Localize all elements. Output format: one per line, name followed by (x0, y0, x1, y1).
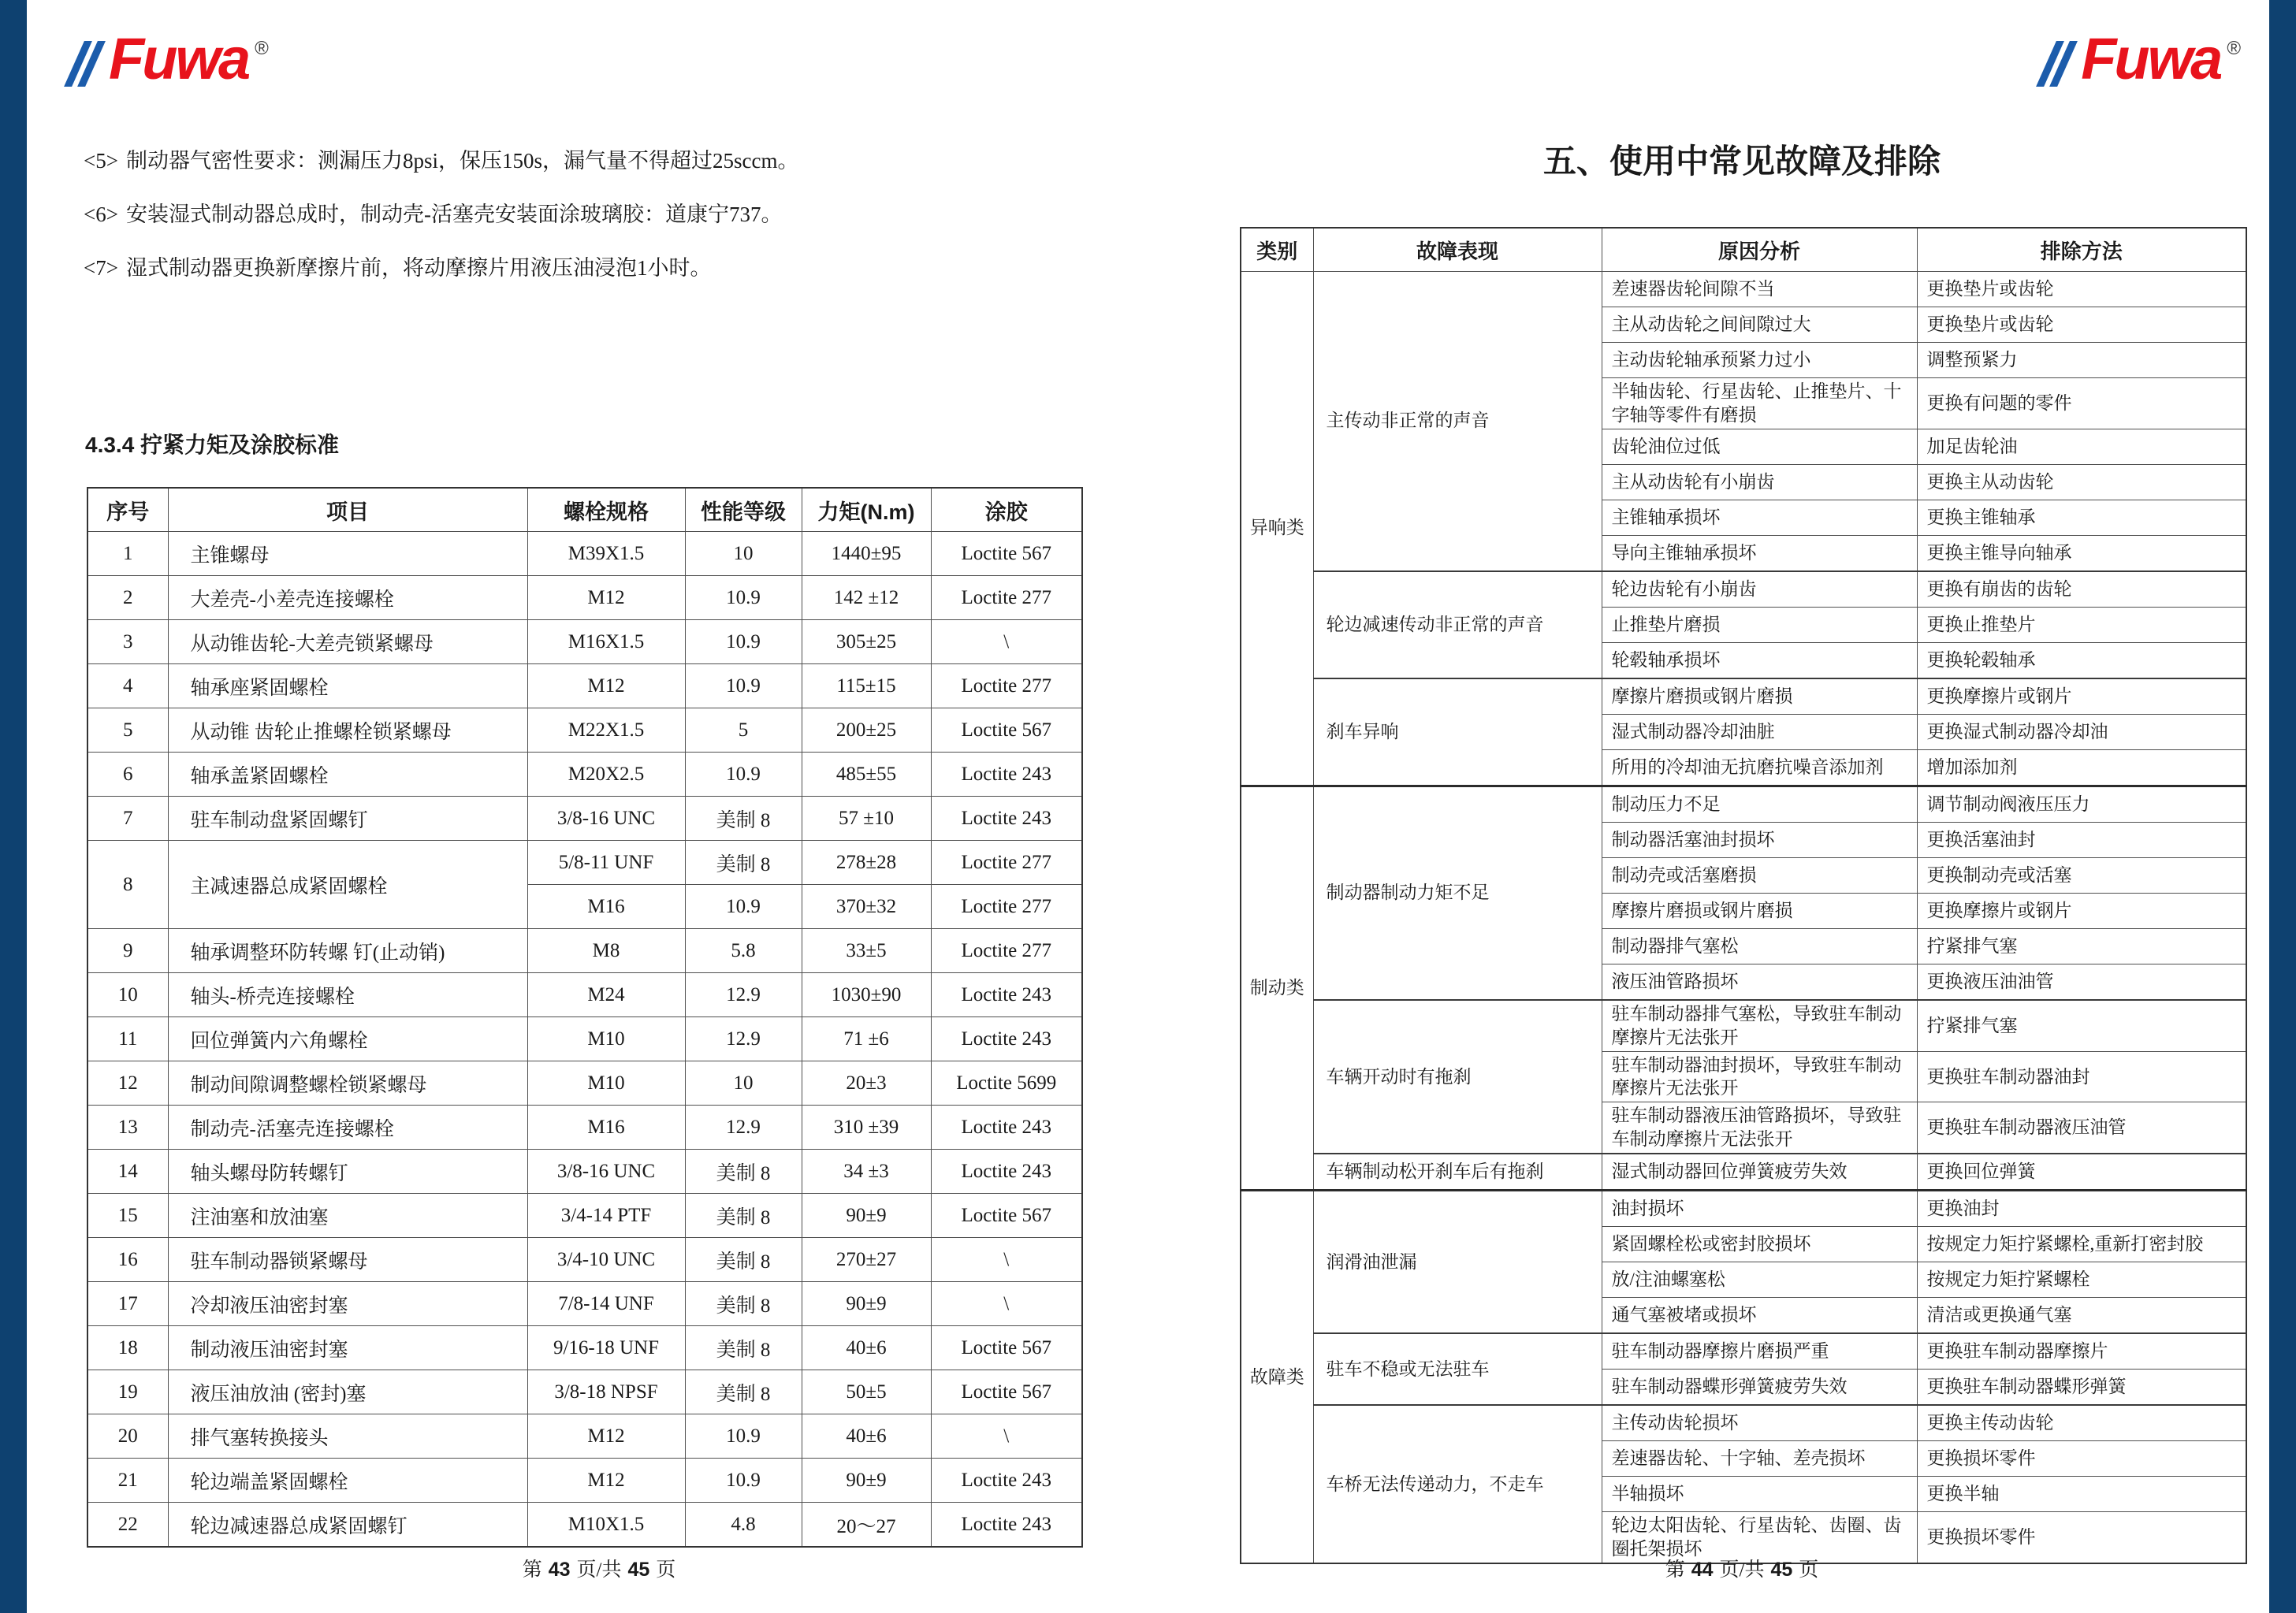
torque-cell-glue: Loctite 567 (931, 532, 1082, 576)
torque-cell-spec: M12 (527, 1414, 685, 1459)
torque-cell-glue: Loctite 277 (931, 929, 1082, 973)
torque-cell-no: 19 (87, 1370, 168, 1414)
torque-cell-no: 22 (87, 1503, 168, 1548)
fault-cell-remedy: 更换止推垫片 (1917, 607, 2246, 642)
torque-cell-item: 排气塞转换接头 (168, 1414, 527, 1459)
fault-row (1241, 272, 2246, 307)
fault-cell-cause: 所用的冷却油无抗磨抗噪音添加剂 (1602, 749, 1917, 786)
fault-cell-cause: 齿轮油位过低 (1602, 429, 1917, 464)
fault-cell-remedy: 拧紧排气塞 (1917, 928, 2246, 964)
fault-cell-remedy: 更换油封 (1917, 1191, 2246, 1227)
torque-cell-no: 2 (87, 576, 168, 620)
torque-header-cell: 项目 (168, 488, 527, 532)
torque-cell-torque: 71 ±6 (802, 1017, 931, 1061)
torque-cell-torque: 305±25 (802, 620, 931, 664)
torque-cell-spec: 3/8-16 UNC (527, 1150, 685, 1194)
fault-row (1241, 1191, 2246, 1227)
torque-row (87, 841, 1082, 885)
torque-cell-glue: Loctite 277 (931, 664, 1082, 708)
torque-cell-spec: 3/4-14 PTF (527, 1194, 685, 1238)
fault-cell-cause: 半轴损坏 (1602, 1477, 1917, 1512)
torque-cell-no: 8 (87, 841, 168, 929)
fault-cell-remedy: 更换驻车制动器油封 (1917, 1051, 2246, 1102)
torque-cell-torque: 20～27 (802, 1503, 931, 1548)
fault-cell-remedy: 按规定力矩拧紧螺栓,重新打密封胶 (1917, 1227, 2246, 1262)
fault-cell-remedy: 清洁或更换通气塞 (1917, 1298, 2246, 1334)
torque-cell-grade: 10 (685, 1061, 802, 1106)
torque-cell-grade: 5 (685, 708, 802, 753)
torque-cell-torque: 33±5 (802, 929, 931, 973)
fault-cell-symptom: 主传动非正常的声音 (1313, 272, 1602, 571)
fault-cell-symptom: 车辆制动松开刹车后有拖刹 (1313, 1154, 1602, 1191)
fault-cell-remedy: 更换损坏零件 (1917, 1441, 2246, 1477)
fault-cell-cause: 主锥轴承损坏 (1602, 500, 1917, 535)
torque-cell-torque: 485±55 (802, 753, 931, 797)
torque-cell-torque: 310 ±39 (802, 1106, 931, 1150)
torque-cell-grade: 12.9 (685, 1106, 802, 1150)
torque-cell-item: 轴承调整环防转螺 钉(止动销) (168, 929, 527, 973)
fault-cell-cause: 主从动齿轮之间间隙过大 (1602, 307, 1917, 343)
logo-brand-text: Fuwa (2081, 25, 2221, 91)
fault-header-cell: 原因分析 (1602, 228, 1917, 272)
torque-row (87, 1150, 1082, 1194)
torque-row (87, 753, 1082, 797)
fault-cell-remedy: 更换有崩齿的齿轮 (1917, 571, 2246, 608)
torque-cell-item: 冷却液压油密封塞 (168, 1282, 527, 1326)
torque-cell-item: 注油塞和放油塞 (168, 1194, 527, 1238)
torque-cell-glue: Loctite 567 (931, 1370, 1082, 1414)
torque-cell-torque: 90±9 (802, 1282, 931, 1326)
page-footer (47, 1554, 1151, 1582)
fault-cell-cause: 主动齿轮轴承预紧力过小 (1602, 343, 1917, 378)
torque-cell-glue: Loctite 567 (931, 1194, 1082, 1238)
footer-total-pages: 45 (627, 1559, 650, 1581)
fault-cell-symptom: 润滑油泄漏 (1313, 1191, 1602, 1334)
torque-row (87, 708, 1082, 753)
torque-cell-no: 12 (87, 1061, 168, 1106)
note-line (84, 202, 1029, 229)
torque-cell-glue: \ (931, 620, 1082, 664)
torque-cell-grade: 10 (685, 532, 802, 576)
torque-cell-spec: 3/8-16 UNC (527, 797, 685, 841)
torque-cell-no: 7 (87, 797, 168, 841)
fault-cell-remedy: 拧紧排气塞 (1917, 1000, 2246, 1051)
fault-cell-symptom: 刹车异响 (1313, 678, 1602, 786)
torque-cell-torque: 115±15 (802, 664, 931, 708)
torque-row (87, 664, 1082, 708)
torque-cell-glue: Loctite 243 (931, 797, 1082, 841)
logo-brand-text: Fuwa (109, 25, 249, 91)
fault-cell-cause: 制动器排气塞松 (1602, 928, 1917, 964)
fault-header-cell: 排除方法 (1917, 228, 2246, 272)
torque-cell-torque: 50±5 (802, 1370, 931, 1414)
fault-cell-remedy: 更换主传动齿轮 (1917, 1405, 2246, 1441)
footer-page-number: 44 (1691, 1559, 1714, 1581)
torque-cell-torque: 370±32 (802, 885, 931, 929)
fault-cell-cause: 通气塞被堵或损坏 (1602, 1298, 1917, 1334)
torque-cell-grade: 10.9 (685, 885, 802, 929)
fault-cell-symptom: 制动器制动力矩不足 (1313, 786, 1602, 1000)
fault-row (1241, 1405, 2246, 1441)
torque-cell-torque: 20±3 (802, 1061, 931, 1106)
fault-cell-cause: 湿式制动器冷却油脏 (1602, 714, 1917, 749)
torque-cell-torque: 34 ±3 (802, 1150, 931, 1194)
fault-cell-cause: 导向主锥轴承损坏 (1602, 535, 1917, 571)
torque-cell-no: 1 (87, 532, 168, 576)
fault-cell-cause: 液压油管路损坏 (1602, 964, 1917, 1000)
fuwa-logo (74, 19, 269, 91)
fault-row (1241, 1154, 2246, 1191)
torque-row (87, 1326, 1082, 1370)
torque-cell-no: 17 (87, 1282, 168, 1326)
torque-cell-item: 主减速器总成紧固螺栓 (168, 841, 527, 929)
torque-cell-torque: 90±9 (802, 1194, 931, 1238)
fault-cell-cause: 驻车制动器油封损坏，导致驻车制动摩擦片无法张开 (1602, 1051, 1917, 1102)
torque-cell-spec: M10 (527, 1061, 685, 1106)
footer-text: 第 (522, 1559, 542, 1581)
torque-cell-no: 20 (87, 1414, 168, 1459)
torque-cell-spec: M16 (527, 1106, 685, 1150)
torque-cell-item: 从动锥齿轮-大差壳锁紧螺母 (168, 620, 527, 664)
torque-cell-glue: Loctite 5699 (931, 1061, 1082, 1106)
torque-header-row (87, 488, 1082, 532)
torque-cell-torque: 90±9 (802, 1459, 931, 1503)
fault-cell-cause: 制动器活塞油封损坏 (1602, 822, 1917, 857)
torque-cell-no: 5 (87, 708, 168, 753)
torque-cell-no: 4 (87, 664, 168, 708)
section-title: 4.3.4 拧紧力矩及涂胶标准 (85, 433, 340, 457)
fault-cell-remedy: 更换制动壳或活塞 (1917, 857, 2246, 893)
torque-cell-glue: Loctite 243 (931, 1503, 1082, 1548)
torque-cell-glue: \ (931, 1282, 1082, 1326)
torque-cell-no: 13 (87, 1106, 168, 1150)
torque-cell-torque: 57 ±10 (802, 797, 931, 841)
torque-cell-item: 轴头-桥壳连接螺栓 (168, 973, 527, 1017)
torque-cell-no: 16 (87, 1238, 168, 1282)
torque-cell-item: 大差壳-小差壳连接螺栓 (168, 576, 527, 620)
fault-cell-remedy: 更换主锥轴承 (1917, 500, 2246, 535)
fault-cell-remedy: 更换垫片或齿轮 (1917, 272, 2246, 307)
torque-cell-item: 从动锥 齿轮止推螺栓锁紧螺母 (168, 708, 527, 753)
torque-cell-spec: M24 (527, 973, 685, 1017)
logo-stripes-icon (2046, 41, 2073, 87)
torque-cell-grade: 美制 8 (685, 1238, 802, 1282)
torque-cell-grade: 12.9 (685, 973, 802, 1017)
fault-cell-symptom: 车桥无法传递动力，不走车 (1313, 1405, 1602, 1563)
torque-cell-no: 11 (87, 1017, 168, 1061)
fault-cell-cause: 驻车制动器蝶形弹簧疲劳失效 (1602, 1370, 1917, 1406)
torque-cell-spec: 3/4-10 UNC (527, 1238, 685, 1282)
footer-page-number: 43 (548, 1559, 571, 1581)
fault-cell-remedy: 更换驻车制动器蝶形弹簧 (1917, 1370, 2246, 1406)
torque-cell-spec: 7/8-14 UNF (527, 1282, 685, 1326)
fault-cell-remedy: 更换活塞油封 (1917, 822, 2246, 857)
notes-block (84, 148, 1029, 308)
torque-cell-item: 轮边减速器总成紧固螺钉 (168, 1503, 527, 1548)
torque-row (87, 1238, 1082, 1282)
torque-header-cell: 性能等级 (685, 488, 802, 532)
torque-cell-torque: 1440±95 (802, 532, 931, 576)
fault-cell-cause: 差速器齿轮间隙不当 (1602, 272, 1917, 307)
footer-text: 页 (656, 1559, 676, 1581)
torque-cell-grade: 美制 8 (685, 1326, 802, 1370)
torque-cell-item: 轮边端盖紧固螺栓 (168, 1459, 527, 1503)
torque-cell-glue: \ (931, 1414, 1082, 1459)
fault-cell-cause: 油封损坏 (1602, 1191, 1917, 1227)
torque-row (87, 1503, 1082, 1548)
torque-row (87, 1061, 1082, 1106)
note-line (84, 148, 1029, 175)
fault-cell-remedy: 更换回位弹簧 (1917, 1154, 2246, 1191)
fault-cell-cause: 半轴齿轮、行星齿轮、止推垫片、十字轴等零件有磨损 (1602, 378, 1917, 429)
torque-cell-item: 回位弹簧内六角螺栓 (168, 1017, 527, 1061)
note-text: 制动器气密性要求：测漏压力8psi，保压150s，漏气量不得超过25sccm。 (125, 149, 799, 173)
note-text: 湿式制动器更换新摩擦片前，将动摩擦片用液压油浸泡1小时。 (125, 255, 712, 280)
torque-cell-spec: M12 (527, 664, 685, 708)
fault-row (1241, 678, 2246, 715)
torque-cell-spec: M16X1.5 (527, 620, 685, 664)
torque-row (87, 576, 1082, 620)
torque-cell-torque: 142 ±12 (802, 576, 931, 620)
logo-stripes-icon (74, 41, 101, 87)
torque-row (87, 1459, 1082, 1503)
torque-cell-glue: Loctite 243 (931, 753, 1082, 797)
fault-row (1241, 786, 2246, 822)
torque-cell-grade: 美制 8 (685, 797, 802, 841)
torque-header-cell: 力矩(N.m) (802, 488, 931, 532)
fault-cell-remedy: 更换轮毂轴承 (1917, 642, 2246, 678)
fault-cell-remedy: 调整预紧力 (1917, 343, 2246, 378)
torque-cell-grade: 美制 8 (685, 1150, 802, 1194)
torque-cell-item: 液压油放油 (密封)塞 (168, 1370, 527, 1414)
fault-cell-symptom: 轮边减速传动非正常的声音 (1313, 571, 1602, 678)
torque-cell-no: 9 (87, 929, 168, 973)
torque-cell-spec: 3/8-18 NPSF (527, 1370, 685, 1414)
note-tag: <7> (84, 255, 118, 280)
torque-cell-grade: 12.9 (685, 1017, 802, 1061)
fault-cell-cause: 摩擦片磨损或钢片磨损 (1602, 678, 1917, 715)
torque-cell-glue: Loctite 277 (931, 576, 1082, 620)
torque-cell-grade: 10.9 (685, 1414, 802, 1459)
torque-cell-item: 驻车制动盘紧固螺钉 (168, 797, 527, 841)
torque-cell-no: 6 (87, 753, 168, 797)
torque-cell-spec: M10X1.5 (527, 1503, 685, 1548)
fault-cell-category: 制动类 (1241, 786, 1313, 1190)
fault-cell-symptom: 驻车不稳或无法驻车 (1313, 1333, 1602, 1405)
fault-cell-remedy: 更换主锥导向轴承 (1917, 535, 2246, 571)
torque-cell-glue: \ (931, 1238, 1082, 1282)
fault-cell-remedy: 更换半轴 (1917, 1477, 2246, 1512)
note-tag: <6> (84, 202, 118, 226)
fault-cell-cause: 制动压力不足 (1602, 786, 1917, 822)
torque-cell-grade: 4.8 (685, 1503, 802, 1548)
torque-row (87, 1194, 1082, 1238)
footer-text: 页 (1799, 1559, 1819, 1581)
torque-cell-spec: M8 (527, 929, 685, 973)
torque-cell-torque: 278±28 (802, 841, 931, 885)
torque-row (87, 1414, 1082, 1459)
fault-cell-symptom: 车辆开动时有拖刹 (1313, 1000, 1602, 1154)
torque-cell-item: 制动壳-活塞壳连接螺栓 (168, 1106, 527, 1150)
torque-cell-grade: 美制 8 (685, 841, 802, 885)
fault-cell-cause: 驻车制动器摩擦片磨损严重 (1602, 1333, 1917, 1370)
torque-cell-item: 制动间隙调整螺栓锁紧螺母 (168, 1061, 527, 1106)
fault-cell-remedy: 加足齿轮油 (1917, 429, 2246, 464)
fault-cell-cause: 摩擦片磨损或钢片磨损 (1602, 893, 1917, 928)
fault-cell-remedy: 增加添加剂 (1917, 749, 2246, 786)
torque-cell-item: 轴承座紧固螺栓 (168, 664, 527, 708)
torque-row (87, 1106, 1082, 1150)
footer-text: 页/共 (1719, 1559, 1765, 1581)
torque-cell-glue: Loctite 567 (931, 1326, 1082, 1370)
fault-header-row (1241, 228, 2246, 272)
fault-header-cell: 故障表现 (1313, 228, 1602, 272)
torque-cell-item: 主锥螺母 (168, 532, 527, 576)
torque-cell-item: 轴承盖紧固螺栓 (168, 753, 527, 797)
torque-cell-grade: 10.9 (685, 620, 802, 664)
fault-cell-cause: 差速器齿轮、十字轴、差壳损坏 (1602, 1441, 1917, 1477)
torque-header-cell: 序号 (87, 488, 168, 532)
torque-cell-no: 3 (87, 620, 168, 664)
torque-cell-grade: 美制 8 (685, 1282, 802, 1326)
note-line (84, 255, 1029, 282)
torque-cell-item: 驻车制动器锁紧螺母 (168, 1238, 527, 1282)
torque-cell-spec: 5/8-11 UNF (527, 841, 685, 885)
fault-cell-category: 异响类 (1241, 272, 1313, 786)
torque-cell-spec: M16 (527, 885, 685, 929)
torque-cell-torque: 1030±90 (802, 973, 931, 1017)
fuwa-logo (2046, 19, 2241, 91)
torque-cell-glue: Loctite 243 (931, 973, 1082, 1017)
footer-total-pages: 45 (1770, 1559, 1793, 1581)
torque-cell-grade: 10.9 (685, 753, 802, 797)
chapter-title: 五、使用中常见故障及排除 (1542, 144, 1941, 180)
torque-cell-spec: 9/16-18 UNF (527, 1326, 685, 1370)
torque-cell-torque: 200±25 (802, 708, 931, 753)
fault-cell-remedy: 按规定力矩拧紧螺栓 (1917, 1262, 2246, 1298)
fault-cell-cause: 主从动齿轮有小崩齿 (1602, 464, 1917, 500)
fault-cell-cause: 制动壳或活塞磨损 (1602, 857, 1917, 893)
fault-row (1241, 1000, 2246, 1051)
torque-row (87, 929, 1082, 973)
fault-header-cell: 类别 (1241, 228, 1313, 272)
torque-cell-glue: Loctite 243 (931, 1106, 1082, 1150)
fault-cell-cause: 轮边齿轮有小崩齿 (1602, 571, 1917, 608)
fault-cell-remedy: 更换驻车制动器摩擦片 (1917, 1333, 2246, 1370)
torque-cell-glue: Loctite 567 (931, 708, 1082, 753)
torque-cell-grade: 美制 8 (685, 1194, 802, 1238)
fault-row (1241, 1333, 2246, 1370)
torque-row (87, 1282, 1082, 1326)
fault-cell-remedy: 更换液压油油管 (1917, 964, 2246, 1000)
torque-cell-no: 18 (87, 1326, 168, 1370)
torque-row (87, 620, 1082, 664)
fault-cell-remedy: 调节制动阀液压压力 (1917, 786, 2246, 822)
torque-cell-spec: M39X1.5 (527, 532, 685, 576)
fault-cell-remedy: 更换有问题的零件 (1917, 378, 2246, 429)
torque-row (87, 532, 1082, 576)
registered-trademark-icon: ® (2227, 38, 2241, 59)
fault-cell-cause: 驻车制动器排气塞松，导致驻车制动摩擦片无法张开 (1602, 1000, 1917, 1051)
fault-cell-remedy: 更换垫片或齿轮 (1917, 307, 2246, 343)
fault-cell-cause: 放/注油螺塞松 (1602, 1262, 1917, 1298)
torque-cell-spec: M20X2.5 (527, 753, 685, 797)
fault-cell-cause: 轮毂轴承损坏 (1602, 642, 1917, 678)
torque-header-cell: 螺栓规格 (527, 488, 685, 532)
torque-header-cell: 涂胶 (931, 488, 1082, 532)
torque-table (87, 487, 1083, 1548)
fault-cell-remedy: 更换损坏零件 (1917, 1512, 2246, 1563)
page-left (47, 0, 1151, 1613)
footer-text: 页/共 (576, 1559, 622, 1581)
fault-cell-cause: 主传动齿轮损坏 (1602, 1405, 1917, 1441)
fault-table (1240, 227, 2247, 1564)
torque-row (87, 973, 1082, 1017)
torque-row (87, 1017, 1082, 1061)
torque-cell-item: 制动液压油密封塞 (168, 1326, 527, 1370)
page-footer (1186, 1554, 2296, 1582)
torque-cell-no: 15 (87, 1194, 168, 1238)
torque-cell-glue: Loctite 277 (931, 885, 1082, 929)
fault-cell-cause: 止推垫片磨损 (1602, 607, 1917, 642)
torque-cell-glue: Loctite 243 (931, 1150, 1082, 1194)
torque-cell-grade: 5.8 (685, 929, 802, 973)
torque-cell-grade: 10.9 (685, 1459, 802, 1503)
fault-cell-cause: 轮边太阳齿轮、行星齿轮、齿圈、齿圈托架损坏 (1602, 1512, 1917, 1563)
fault-row (1241, 571, 2246, 608)
torque-cell-no: 21 (87, 1459, 168, 1503)
registered-trademark-icon: ® (255, 38, 269, 59)
fault-cell-category: 故障类 (1241, 1191, 1313, 1563)
torque-cell-spec: M22X1.5 (527, 708, 685, 753)
fault-cell-cause: 湿式制动器回位弹簧疲劳失效 (1602, 1154, 1917, 1191)
torque-cell-glue: Loctite 277 (931, 841, 1082, 885)
fault-cell-remedy: 更换湿式制动器冷却油 (1917, 714, 2246, 749)
fault-cell-remedy: 更换摩擦片或钢片 (1917, 678, 2246, 715)
torque-cell-spec: M12 (527, 576, 685, 620)
torque-cell-grade: 美制 8 (685, 1370, 802, 1414)
note-text: 安装湿式制动器总成时，制动壳-活塞壳安装面涂玻璃胶：道康宁737。 (125, 202, 783, 226)
torque-cell-item: 轴头螺母防转螺钉 (168, 1150, 527, 1194)
fault-cell-cause: 紧固螺栓松或密封胶损坏 (1602, 1227, 1917, 1262)
fault-cell-remedy: 更换摩擦片或钢片 (1917, 893, 2246, 928)
fault-cell-cause: 驻车制动器液压油管路损坏，导致驻车制动摩擦片无法张开 (1602, 1102, 1917, 1154)
torque-cell-torque: 40±6 (802, 1326, 931, 1370)
left-edge-band (0, 0, 27, 1613)
torque-cell-no: 10 (87, 973, 168, 1017)
torque-cell-torque: 270±27 (802, 1238, 931, 1282)
torque-row (87, 1370, 1082, 1414)
note-tag: <5> (84, 149, 118, 173)
torque-cell-grade: 10.9 (685, 664, 802, 708)
torque-cell-spec: M12 (527, 1459, 685, 1503)
torque-cell-glue: Loctite 243 (931, 1459, 1082, 1503)
footer-text: 第 (1665, 1559, 1685, 1581)
page-right (1186, 0, 2296, 1613)
torque-cell-spec: M10 (527, 1017, 685, 1061)
torque-row (87, 797, 1082, 841)
torque-cell-torque: 40±6 (802, 1414, 931, 1459)
torque-cell-no: 14 (87, 1150, 168, 1194)
fault-cell-remedy: 更换驻车制动器液压油管 (1917, 1102, 2246, 1154)
fault-cell-remedy: 更换主从动齿轮 (1917, 464, 2246, 500)
torque-cell-grade: 10.9 (685, 576, 802, 620)
torque-cell-glue: Loctite 243 (931, 1017, 1082, 1061)
